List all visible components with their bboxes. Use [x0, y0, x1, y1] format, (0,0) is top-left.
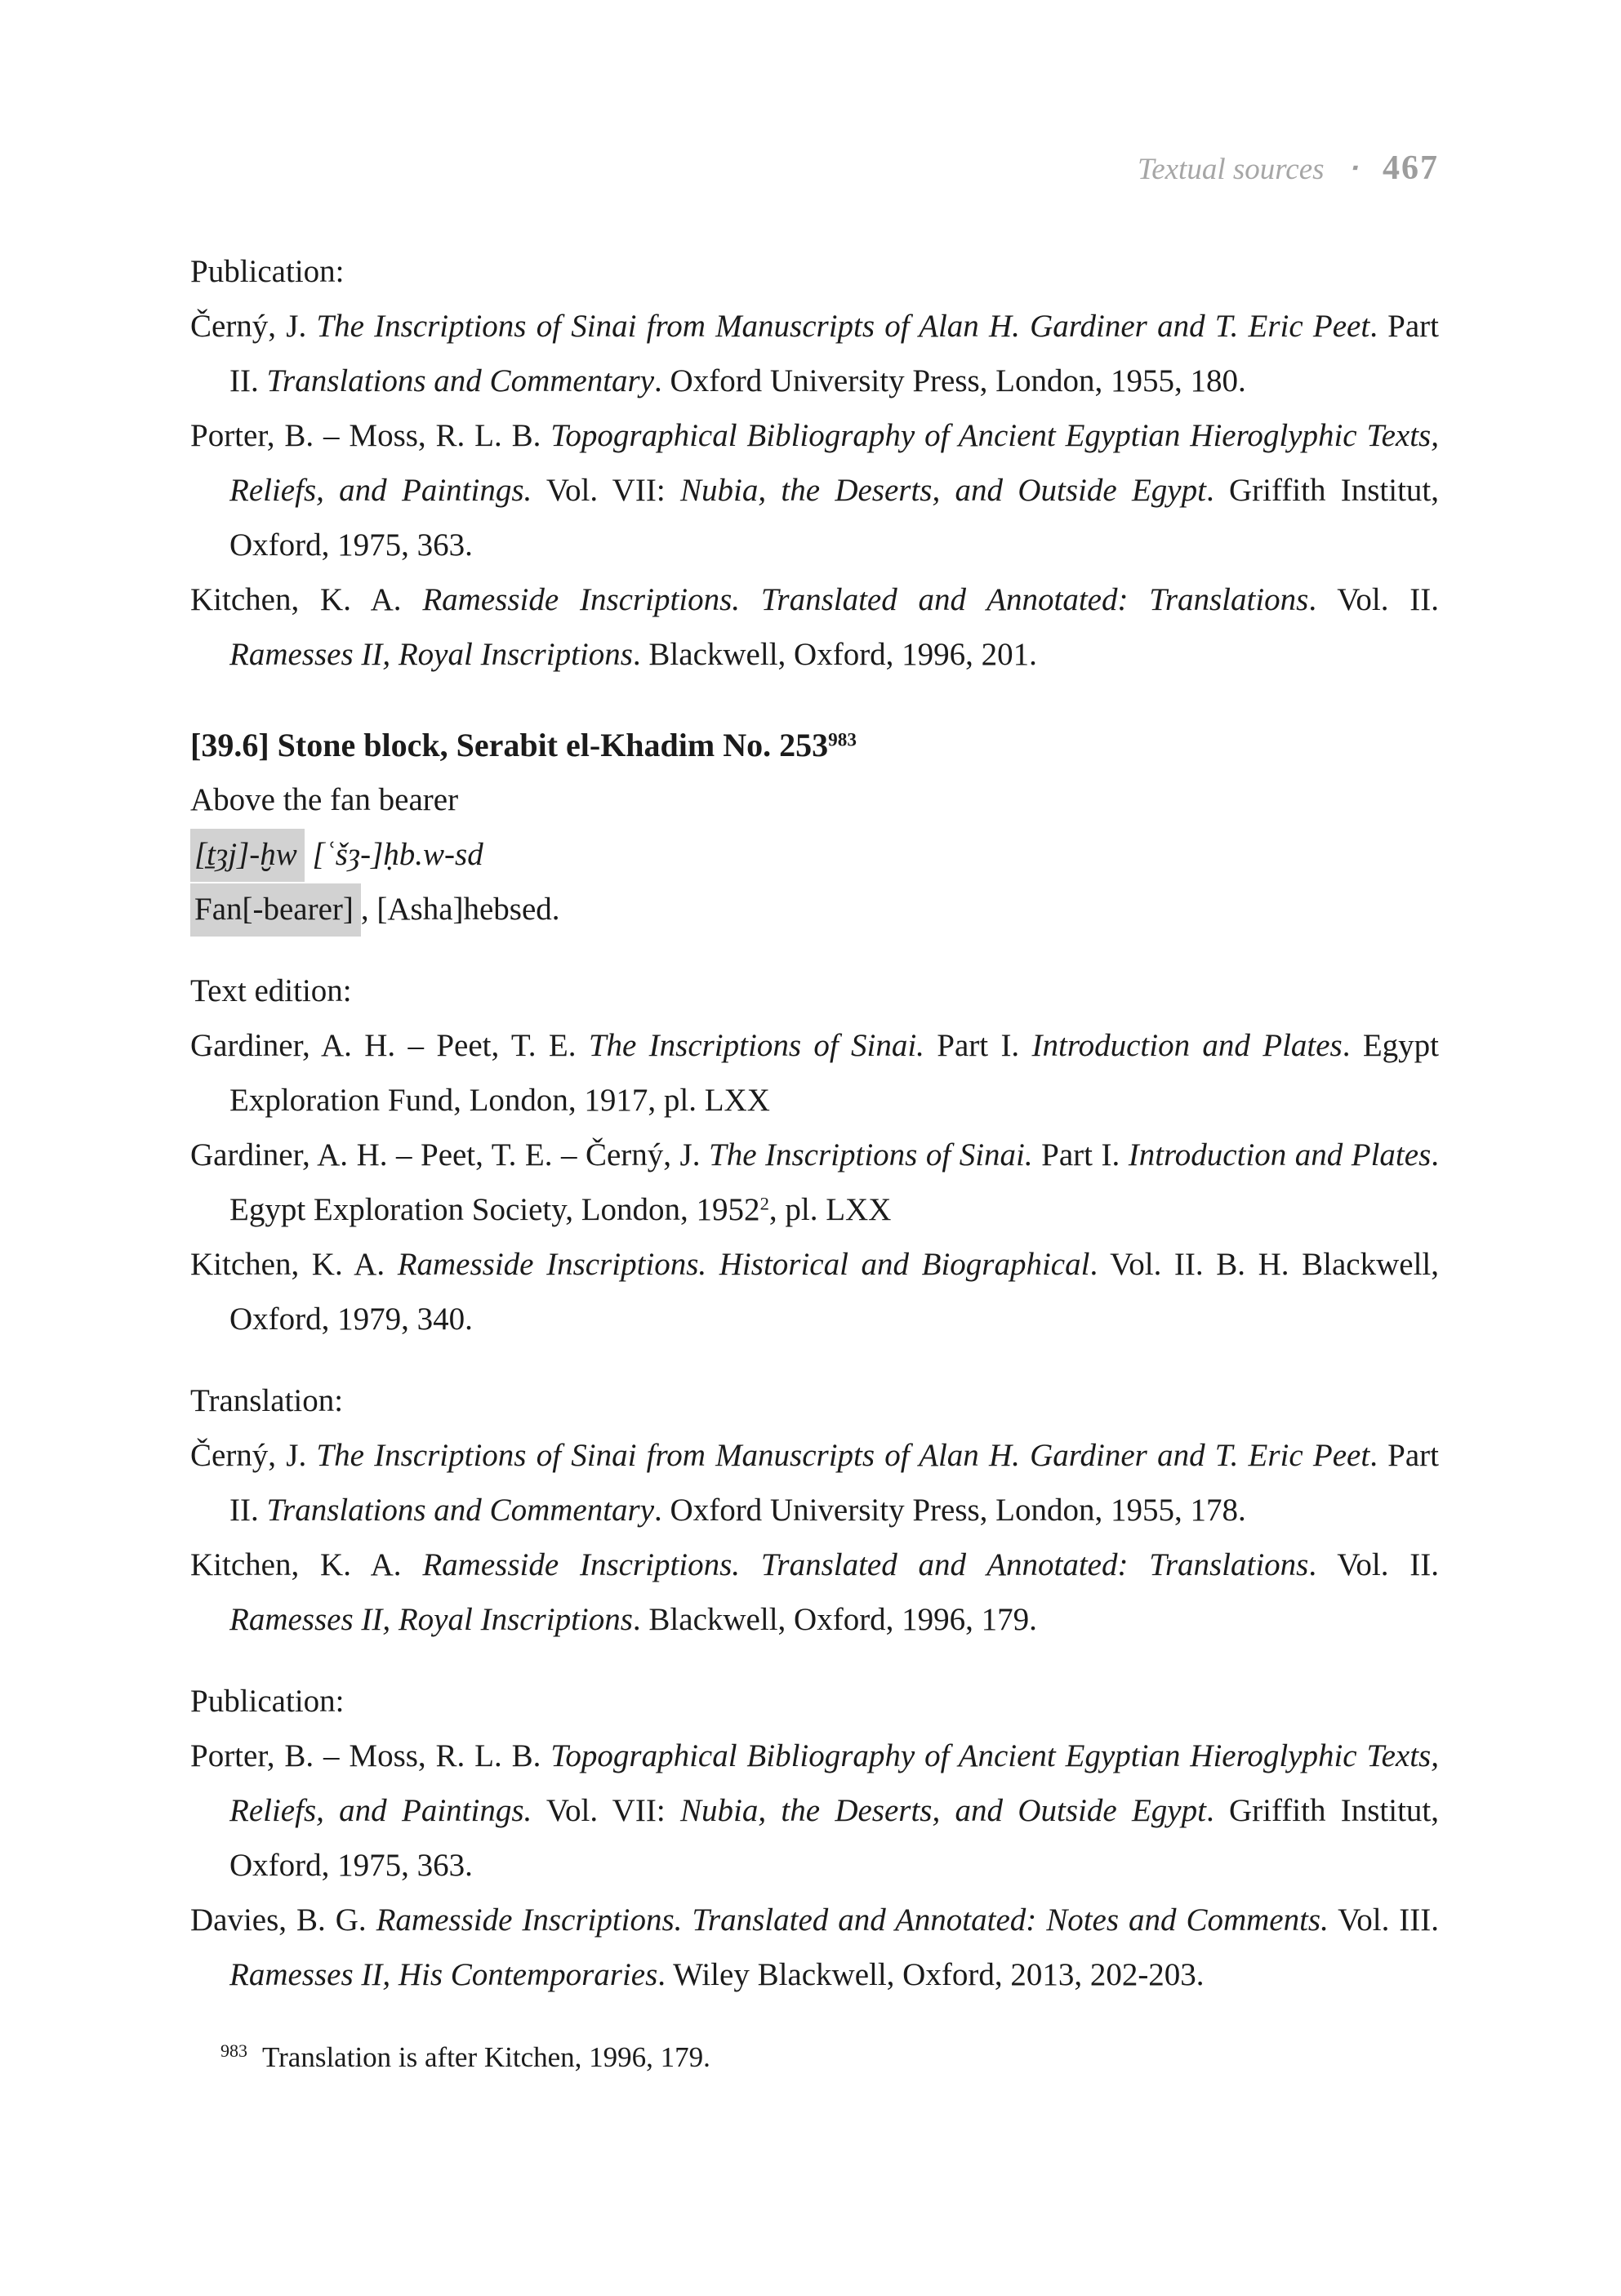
- text-run: Fan[-bearer]: [190, 883, 361, 937]
- text-run: . Griffith Institut, Oxford, 1975, 363.: [229, 473, 1440, 563]
- text-run: Ramesses II, Royal Inscriptions: [229, 637, 633, 672]
- catalog-entry-39-6: [190, 718, 1439, 937]
- text-run: [39.6] Stone block, Serabit el-Khadim No. 253: [190, 727, 829, 763]
- text-run: Ramesses II, His Contemporaries: [229, 1957, 658, 1992]
- text-run: Davies, B. G.: [190, 1902, 376, 1938]
- text-run: The Inscriptions of Sinai.: [588, 1028, 924, 1063]
- bibliography-entry: [190, 1729, 1439, 1893]
- text-run: Ramesses II, Royal Inscriptions: [229, 1602, 633, 1637]
- text-run: Porter, B. – Moss, R. L. B.: [190, 418, 551, 453]
- text-run: Part I.: [924, 1028, 1032, 1063]
- section-label: Publication:: [190, 254, 345, 289]
- text-run: 2: [759, 1193, 769, 1214]
- text-run: . Wiley Blackwell, Oxford, 2013, 202-203.: [657, 1957, 1205, 1992]
- bibliography-entry: [190, 572, 1439, 682]
- page-number: 467: [1383, 149, 1439, 187]
- text-run: . Blackwell, Oxford, 1996, 201.: [632, 637, 1037, 672]
- text-run: Nubia, the Deserts, and Outside Egypt: [679, 473, 1206, 508]
- text-run: . Part II.: [229, 1438, 1439, 1528]
- text-run: Gardiner, A. H. – Peet, T. E. – Černý, J.: [190, 1137, 709, 1172]
- text-run: , [Asha]hebsed.: [360, 892, 560, 927]
- text-run: . Oxford University Press, London, 1955, 180.: [654, 363, 1246, 398]
- text-run: Černý, J.: [190, 309, 317, 344]
- text-run: The Inscriptions of Sinai.: [709, 1137, 1033, 1172]
- text-run: . Oxford University Press, London, 1955, 178.: [654, 1493, 1246, 1528]
- text-run: Kitchen, K. A.: [190, 582, 423, 617]
- text-run: Ramesside Inscriptions. Translated and Annotated: Translations: [422, 1547, 1309, 1582]
- publication-section-1: [190, 244, 1439, 682]
- translation-line: [190, 882, 1439, 937]
- text-run: 983: [828, 729, 857, 751]
- text-run: Gardiner, A. H. – Peet, T. E.: [190, 1028, 589, 1063]
- text-run: Ramesside Inscriptions. Translated and Annotated: Notes and Comments.: [376, 1902, 1329, 1938]
- text-run: . Vol. II.: [1308, 582, 1439, 617]
- text-run: Introduction and Plates: [1031, 1028, 1343, 1063]
- caption-line: Above the fan bearer: [190, 782, 459, 817]
- text-run: Černý, J.: [190, 1438, 317, 1473]
- footnote-ref: 983: [220, 2040, 247, 2061]
- bibliography-entry: [190, 1893, 1439, 2002]
- bibliography-entry: [190, 1128, 1439, 1237]
- text-edition-section: [190, 963, 1439, 1346]
- text-run: The Inscriptions of Sinai from Manuscripts of Alan H. Gardiner and T. Eric Peet: [316, 1438, 1370, 1473]
- bibliography-entry: [190, 408, 1439, 572]
- text-run: Topographical Bibliography of Ancient Egyptian Hieroglyphic Texts, Reliefs, and Paintings.: [229, 1738, 1439, 1828]
- running-header: [190, 149, 1439, 188]
- text-run: . Egypt Exploration Society, London, 1952: [229, 1137, 1440, 1227]
- text-run: Translations and Commentary: [266, 363, 655, 398]
- text-run: [ṯȝj]-ḫw: [190, 829, 305, 882]
- text-run: . Vol. II. B. H. Blackwell, Oxford, 1979, 340.: [229, 1247, 1439, 1337]
- text-run: Vol. III.: [1328, 1902, 1439, 1938]
- bibliography-entry: [190, 1237, 1439, 1346]
- footnote: [190, 2038, 1439, 2077]
- text-run: Porter, B. – Moss, R. L. B.: [190, 1738, 551, 1773]
- text-run: Kitchen, K. A.: [190, 1547, 423, 1582]
- text-run: Kitchen, K. A.: [190, 1247, 398, 1282]
- separator-square-icon: ▪: [1350, 158, 1360, 177]
- page-body: [190, 244, 1439, 2077]
- section-label: Publication:: [190, 1684, 345, 1719]
- text-run: Part I.: [1032, 1137, 1129, 1172]
- publication-section-2: [190, 1674, 1439, 2002]
- text-run: Topographical Bibliography of Ancient Egyptian Hieroglyphic Texts, Reliefs, and Paintings.: [229, 418, 1439, 508]
- bibliography-entry: [190, 299, 1439, 408]
- text-run: The Inscriptions of Sinai from Manuscripts of Alan H. Gardiner and T. Eric Peet: [316, 309, 1370, 344]
- text-run: Ramesside Inscriptions. Historical and Biographical: [397, 1247, 1090, 1282]
- text-run: , pl. LXX: [768, 1192, 892, 1227]
- bibliography-entry: [190, 1428, 1439, 1537]
- section-label: Translation:: [190, 1383, 344, 1418]
- translation-section: [190, 1373, 1439, 1647]
- bibliography-entry: [190, 1537, 1439, 1647]
- text-run: . Egypt Exploration Fund, London, 1917, pl. LXX: [229, 1028, 1439, 1118]
- text-run: [ʿšȝ-]ḥb.w-sd: [304, 837, 483, 872]
- transliteration-line: [190, 827, 1439, 882]
- text-run: . Vol. II.: [1308, 1547, 1439, 1582]
- text-run: Introduction and Plates: [1128, 1137, 1432, 1172]
- running-header-title: Textual sources: [1138, 153, 1325, 186]
- bibliography-entry: [190, 1018, 1439, 1128]
- text-run: Vol. VII:: [532, 473, 680, 508]
- footnote-text: Translation is after Kitchen, 1996, 179.: [262, 2041, 710, 2073]
- text-run: . Part II.: [229, 309, 1439, 398]
- catalog-heading: [190, 718, 1439, 772]
- text-run: Translations and Commentary: [266, 1493, 655, 1528]
- text-run: . Griffith Institut, Oxford, 1975, 363.: [229, 1793, 1440, 1883]
- text-run: Ramesside Inscriptions. Translated and Annotated: Translations: [422, 582, 1309, 617]
- text-run: Nubia, the Deserts, and Outside Egypt: [679, 1793, 1206, 1828]
- section-label: Text edition:: [190, 973, 352, 1008]
- text-run: . Blackwell, Oxford, 1996, 179.: [632, 1602, 1037, 1637]
- text-run: Vol. VII:: [532, 1793, 680, 1828]
